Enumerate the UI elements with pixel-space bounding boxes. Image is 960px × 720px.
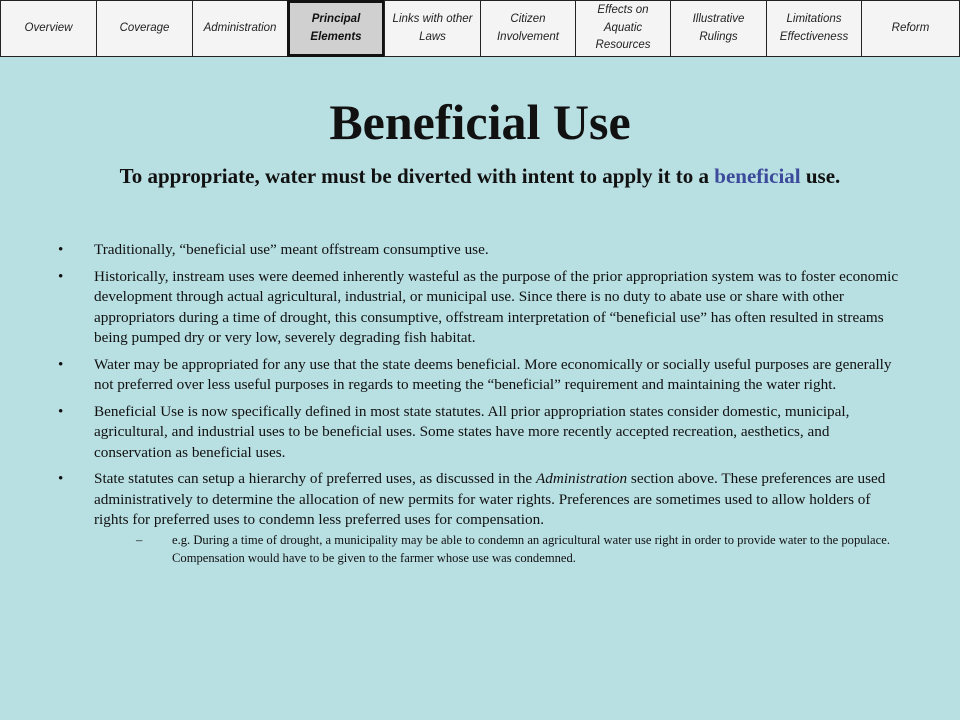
tab-effects-on-aquatic-resources[interactable]: Effects on Aquatic Resources (575, 0, 671, 57)
section-nav (0, 0, 960, 57)
list-item-text-end: section above. These preferences are used administratively to determine the allocation of new permits for water rights. Preferences are sometimes used to allow holders of rights for preferred uses to condemn less preferred uses for compensation. (94, 470, 886, 528)
bullet-marker: • (58, 470, 64, 487)
tab-links-with-other-laws[interactable]: Links with other Laws (384, 0, 481, 57)
tab-coverage[interactable]: Coverage (96, 0, 193, 57)
slide-title: Beneficial Use (329, 94, 631, 150)
list-item-text: Beneficial Use is now specifically defined in most state statutes. All prior appropriation states consider domestic, municipal, agricultural, and industrial uses to be beneficial uses. Some states have more recently accepted recreation, aesthetics, and conservation as beneficial uses. (94, 402, 850, 461)
bullet-marker: • (58, 402, 64, 420)
list-item (58, 469, 903, 567)
list-item-text: Historically, instream uses were deemed inherently wasteful as the purpose of the prior appropriation system was to foster economic development through actual agricultural, industrial, or municipal use. Since there is no duty to abate use or share with other appropriators during a time of drought, this consumptive, offstream interpretation of “beneficial use” has often resulted in streams being pumped dry or very low, severely degrading fish habitat. (94, 267, 899, 346)
bullet-marker: • (58, 355, 64, 373)
list-item (58, 267, 903, 349)
tab-principal-elements[interactable]: Principal Elements (287, 0, 385, 57)
list-item (58, 355, 903, 396)
tab-limitations-effectiveness[interactable]: Limitations Effectiveness (766, 0, 862, 57)
slide-subtitle (90, 160, 870, 192)
list-item-text-start: State statutes can setup a hierarchy of preferred uses, as discussed in the (94, 470, 533, 487)
tab-administration[interactable]: Administration (192, 0, 288, 57)
sub-list-item (94, 531, 903, 567)
list-item (58, 240, 903, 261)
subtitle-text-end: use. (805, 164, 841, 188)
slide-body (58, 240, 903, 573)
bullet-marker: • (58, 241, 64, 258)
sub-list-item-text: e.g. During a time of drought, a municipality may be able to condemn an agricultural water use right in order to provide water to the populace. Compensation would have to be given to the farmer whose use was condemned. (172, 532, 890, 565)
administration-reference: Administration (535, 470, 628, 487)
list-item (58, 402, 903, 464)
dash-marker: – (136, 532, 143, 547)
subtitle-text-start: To appropriate, water must be diverted with intent to apply it to a (119, 164, 710, 188)
list-item-text: Water may be appropriated for any use that the state deems beneficial. More economically or socially useful purposes are generally not preferred over less useful purposes in regards to meeting the “beneficial” requirement and maintaining the water right. (94, 355, 892, 393)
subtitle-accent-word: beneficial (714, 164, 801, 188)
tab-overview[interactable]: Overview (0, 0, 97, 57)
tab-reform[interactable]: Reform (861, 0, 960, 57)
bullet-marker: • (58, 267, 64, 285)
tab-illustrative-rulings[interactable]: Illustrative Rulings (670, 0, 767, 57)
tab-citizen-involvement[interactable]: Citizen Involvement (480, 0, 576, 57)
list-item-text: Traditionally, “beneficial use” meant offstream consumptive use. (94, 241, 489, 258)
